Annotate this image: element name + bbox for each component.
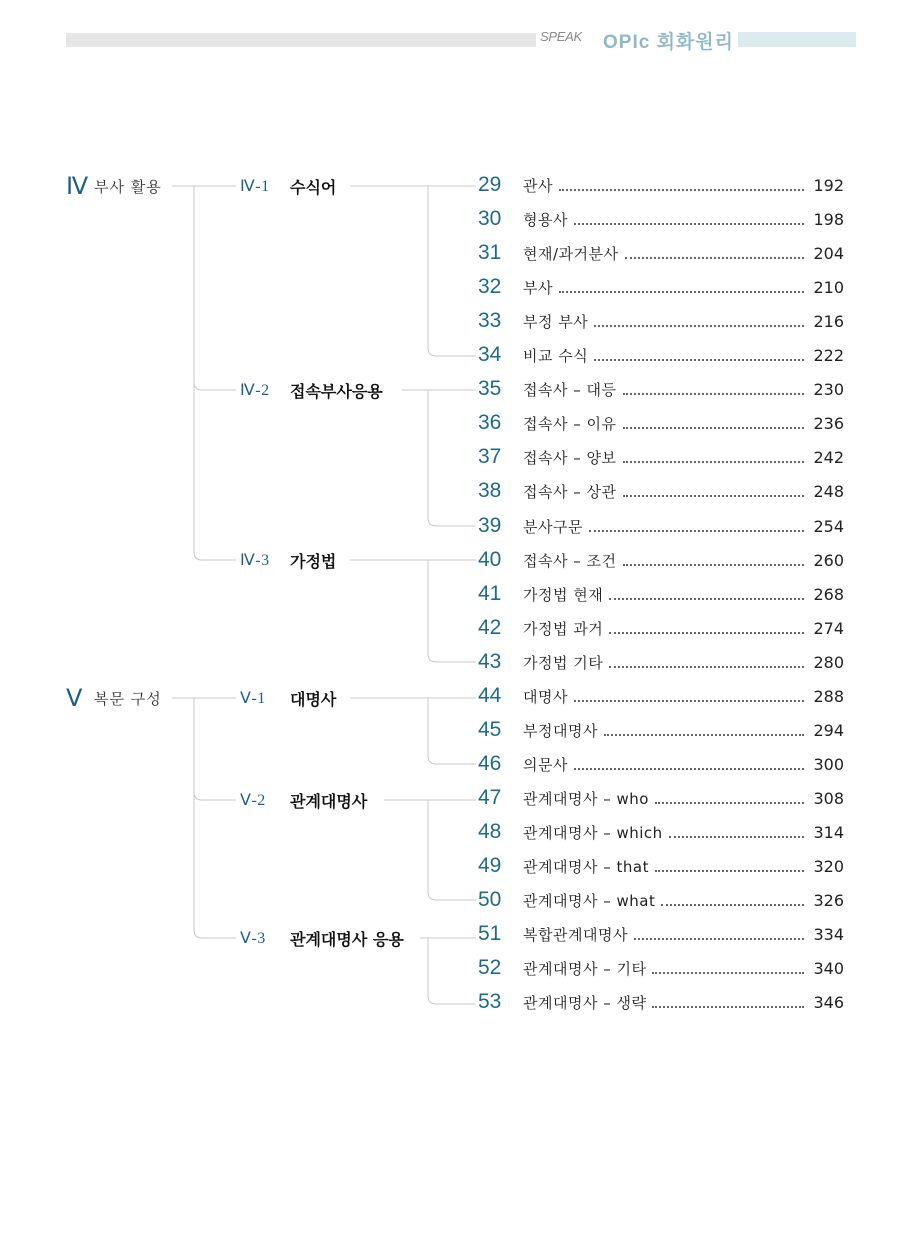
leader-dots [604,734,804,736]
leader-dots [661,904,804,906]
chapter-number: Ⅴ-3 [240,930,266,947]
toc-lesson-row[interactable] [478,615,844,641]
lesson-number: 48 [478,820,502,843]
lesson-title: 관계대명사 – that [523,857,649,876]
leader-dots [623,427,805,429]
lesson-title: 대명사 [523,687,568,706]
toc-lesson-row[interactable] [478,240,844,266]
lesson-title: 접속사 – 이유 [523,414,617,433]
lesson-number: 51 [478,922,502,945]
leader-dots [574,768,804,770]
toc-lesson-row[interactable] [478,444,844,470]
header-brand: SPEAK [540,29,582,44]
lesson-page-number: 216 [813,311,844,331]
part-number: Ⅴ [66,685,83,712]
lesson-title: 관계대명사 – which [523,823,663,842]
lesson-number: 42 [478,616,502,639]
leader-dots [559,291,804,293]
lesson-page-number: 236 [813,413,844,433]
toc-part-4[interactable] [66,174,162,198]
leader-dots [669,836,804,838]
lesson-page-number: 204 [813,243,844,263]
leader-dots [625,257,805,259]
lesson-title: 관계대명사 – 기타 [523,959,647,978]
toc-lesson-row[interactable] [478,172,844,198]
lesson-number: 41 [478,582,502,605]
leader-dots [589,530,804,532]
toc-lesson-row[interactable] [478,887,844,913]
lesson-page-number: 280 [813,652,844,672]
lesson-number: 46 [478,752,502,775]
part-number: Ⅳ [66,173,89,200]
lesson-page-number: 230 [813,379,844,399]
lesson-page-number: 300 [813,754,844,774]
lesson-number: 30 [478,207,502,230]
leader-dots [652,1006,804,1008]
toc-lesson-row[interactable] [478,717,844,743]
toc-chapter-4-3[interactable] [240,549,336,571]
lesson-title: 관계대명사 – what [523,891,656,910]
lesson-number: 37 [478,445,502,468]
toc-lesson-row[interactable] [478,308,844,334]
leader-dots [609,598,804,600]
lesson-number: 45 [478,718,502,741]
toc-chapter-4-2[interactable] [240,379,383,401]
lesson-page-number: 274 [813,618,844,638]
lesson-number: 33 [478,309,502,332]
toc-lesson-row[interactable] [478,410,844,436]
leader-dots [655,870,804,872]
toc-lesson-row[interactable] [478,649,844,675]
leader-dots [652,972,804,974]
leader-dots [594,325,804,327]
leader-dots [574,700,804,702]
lesson-page-number: 198 [813,209,844,229]
leader-dots [609,666,804,668]
chapter-title: 가정법 [290,551,337,571]
lesson-page-number: 320 [813,856,844,876]
part-title: 부사 활용 [94,177,162,196]
chapter-title: 수식어 [290,177,337,197]
lesson-page-number: 314 [813,822,844,842]
chapter-title: 접속부사응용 [290,381,383,401]
toc-lesson-row[interactable] [478,955,844,981]
lesson-page-number: 248 [813,481,844,501]
leader-dots [634,938,804,940]
lesson-page-number: 288 [813,686,844,706]
lesson-number: 49 [478,854,502,877]
lesson-title: 가정법 과거 [523,619,604,638]
lesson-title: 의문사 [523,755,568,774]
lesson-page-number: 222 [813,345,844,365]
lesson-number: 36 [478,411,502,434]
chapter-number: Ⅳ-2 [240,382,270,399]
lesson-number: 44 [478,684,502,707]
lesson-page-number: 254 [813,516,844,536]
toc-part-5[interactable] [66,686,162,710]
leader-dots [623,393,805,395]
lesson-title: 부사 [523,278,553,297]
lesson-title: 접속사 – 대등 [523,380,617,399]
chapter-title: 관계대명사 응용 [290,929,404,949]
lesson-number: 53 [478,990,502,1013]
lesson-title: 형용사 [523,210,568,229]
toc-chapter-4-1[interactable] [240,175,336,197]
toc-lesson-row[interactable] [478,206,844,232]
leader-dots [655,802,804,804]
toc-lesson-row[interactable] [478,921,844,947]
lesson-title: 복합관계대명사 [523,925,628,944]
lesson-title: 부정 부사 [523,312,589,331]
toc-lesson-row[interactable] [478,376,844,402]
chapter-number: Ⅴ-2 [240,792,266,809]
chapter-number: Ⅴ-1 [240,690,266,707]
toc-lesson-row[interactable] [478,274,844,300]
header-title: OPIc 회화원리 [603,32,734,53]
lesson-page-number: 326 [813,890,844,910]
lesson-page-number: 268 [813,584,844,604]
toc-chapter-5-2[interactable] [240,789,367,811]
lesson-title: 접속사 – 상관 [523,482,617,501]
lesson-title: 관계대명사 – who [523,789,649,808]
lesson-number: 38 [478,479,502,502]
toc-lesson-row[interactable] [478,853,844,879]
lesson-page-number: 340 [813,958,844,978]
part-title: 복문 구성 [94,689,162,708]
lesson-number: 52 [478,956,502,979]
lesson-title: 가정법 현재 [523,585,604,604]
toc-lesson-row[interactable] [478,751,844,777]
leader-dots [559,189,804,191]
lesson-title: 접속사 – 양보 [523,448,617,467]
toc-lesson-row[interactable] [478,785,844,811]
leader-dots [574,223,804,225]
lesson-page-number: 294 [813,720,844,740]
lesson-number: 39 [478,514,502,537]
lesson-page-number: 334 [813,924,844,944]
lesson-number: 31 [478,241,502,264]
lesson-page-number: 308 [813,788,844,808]
toc-chapter-5-1[interactable] [240,687,336,709]
lesson-page-number: 260 [813,550,844,570]
lesson-number: 47 [478,786,502,809]
lesson-title: 가정법 기타 [523,653,604,672]
lesson-number: 43 [478,650,502,673]
lesson-title: 접속사 – 조건 [523,551,617,570]
toc-lesson-row[interactable] [478,547,844,573]
toc-lesson-row[interactable] [478,683,844,709]
chapter-number: Ⅳ-3 [240,552,270,569]
toc-lesson-row[interactable] [478,989,844,1015]
lesson-title: 현재/과거분사 [523,244,619,263]
chapter-title: 관계대명사 [290,791,368,811]
leader-dots [623,564,805,566]
lesson-title: 분사구문 [523,517,583,536]
leader-dots [609,632,804,634]
lesson-title: 부정대명사 [523,721,598,740]
toc-lesson-row[interactable] [478,581,844,607]
lesson-number: 29 [478,173,502,196]
lesson-number: 35 [478,377,502,400]
lesson-number: 32 [478,275,502,298]
lesson-page-number: 210 [813,277,844,297]
toc-lesson-row[interactable] [478,819,844,845]
chapter-title: 대명사 [290,689,337,709]
lesson-page-number: 192 [813,175,844,195]
lesson-title: 관계대명사 – 생략 [523,993,647,1012]
leader-dots [623,461,805,463]
chapter-number: Ⅳ-1 [240,178,270,195]
toc-lesson-row[interactable] [478,342,844,368]
leader-dots [623,495,805,497]
toc-lesson-row[interactable] [478,513,844,539]
lesson-number: 50 [478,888,502,911]
lesson-page-number: 346 [813,992,844,1012]
lesson-title: 관사 [523,176,553,195]
lesson-number: 40 [478,548,502,571]
lesson-page-number: 242 [813,447,844,467]
toc-lesson-row[interactable] [478,478,844,504]
lesson-title: 비교 수식 [523,346,589,365]
leader-dots [594,359,804,361]
toc-chapter-5-3[interactable] [240,927,404,949]
lesson-number: 34 [478,343,502,366]
